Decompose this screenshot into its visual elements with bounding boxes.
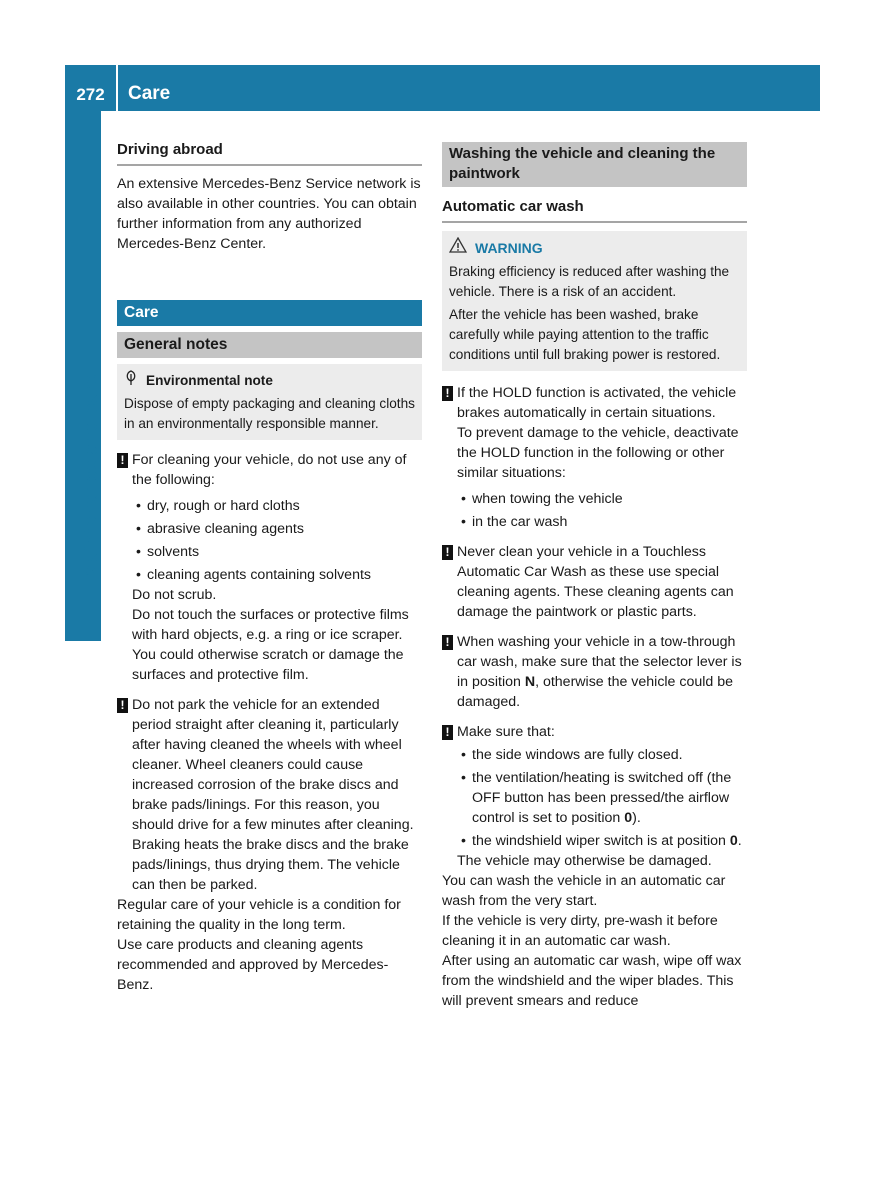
exclamation-icon: ! <box>442 635 453 650</box>
side-tab-label: Maintenance and care <box>81 373 102 579</box>
protective-film-text: Do not touch the surfaces or protective films with hard objects, e.g. a ring or ice scraper. You could otherwise scratch or damage the surfaces and protective film. <box>132 607 409 683</box>
wipe-wax-text: After using an automatic car wash, wipe off wax from the windshield and the wiper blades. This will prevent smears and reduce <box>442 953 742 1009</box>
header-divider <box>116 65 118 111</box>
warning-triangle-icon <box>449 237 475 258</box>
warning-text-1: Braking efficiency is reduced after washing the vehicle. There is a risk of an accident. <box>449 264 730 299</box>
exclamation-icon: ! <box>442 386 453 401</box>
make-sure-text: Make sure that: <box>457 724 555 740</box>
warning-text-2: After the vehicle has been washed, brake carefully while paying attention to the traffic conditions until full braking power is restored. <box>449 307 721 362</box>
list-item: • the windshield wiper switch is at position 0. <box>457 831 747 851</box>
environmental-note-text: Dispose of empty packaging and cleaning cloths in an environmentally responsible manner. <box>124 396 415 431</box>
parking-note <box>117 695 422 895</box>
warning-header <box>449 237 740 258</box>
hold-note-text-2: To prevent damage to the vehicle, deactivate the HOLD function in the following or other similar situations: <box>457 425 739 481</box>
cleaning-note-text: For cleaning your vehicle, do not use any of the following: <box>132 452 407 488</box>
general-notes-bar: General notes <box>117 332 422 358</box>
care-section-bar: Care <box>117 300 422 326</box>
exclamation-icon: ! <box>117 698 128 713</box>
warning-title: WARNING <box>475 239 543 256</box>
make-sure-note <box>442 722 747 742</box>
list-item: • cleaning agents containing solvents <box>132 565 422 585</box>
page-header <box>65 65 820 111</box>
parking-note-text: Do not park the vehicle for an extended period straight after cleaning it, particularly after having cleaned the wheels with wheel cleaner. Wheel cleaners could cause increased corrosion of the brake discs and brake pads/linings. For this reason, you should drive for a few minutes after cleaning. Braking heats the brake discs and the brake pads/linings, thus drying them. The vehicle can then be parked. <box>132 697 414 893</box>
environmental-note-title: Environmental note <box>146 373 273 388</box>
page-number: 272 <box>76 85 105 104</box>
list-item: • in the car wash <box>457 512 747 532</box>
list-item: • the side windows are fully closed. <box>457 745 747 765</box>
care-products-text: Use care products and cleaning agents recommended and approved by Mercedes-Benz. <box>117 937 389 993</box>
warning-box <box>442 231 747 371</box>
driving-abroad-text: An extensive Mercedes-Benz Service network is also available in other countries. You can obtain further information from any authorized Mercedes-Benz Center. <box>117 176 421 252</box>
list-item: • the ventilation/heating is switched off (the OFF button has been pressed/the airflow control is set to position 0). <box>457 768 747 828</box>
touchless-note <box>442 542 747 622</box>
list-item: • abrasive cleaning agents <box>132 519 422 539</box>
regular-care-text: Regular care of your vehicle is a condition for retaining the quality in the long term. <box>117 897 401 933</box>
otherwise-damaged-text: The vehicle may otherwise be damaged. <box>457 853 712 869</box>
list-item: • when towing the vehicle <box>457 489 747 509</box>
driving-abroad-title: Driving abroad <box>117 140 422 166</box>
exclamation-icon: ! <box>117 453 128 468</box>
selector-note-text: When washing your vehicle in a tow-through car wash, make sure that the selector lever is in position N, otherwise the vehicle could be damaged. <box>457 634 742 710</box>
automatic-car-wash-title: Automatic car wash <box>442 197 747 223</box>
hold-note-text: If the HOLD function is activated, the vehicle brakes automatically in certain situations. <box>457 385 737 421</box>
exclamation-icon: ! <box>442 545 453 560</box>
touchless-note-text: Never clean your vehicle in a Touchless Automatic Car Wash as these use special cleaning agents. These cleaning agents can damage the paintwork or plastic parts. <box>457 544 734 620</box>
environmental-note-header <box>124 370 415 392</box>
wash-start-text: You can wash the vehicle in an automatic car wash from the very start. <box>442 873 726 909</box>
washing-section-bar: Washing the vehicle and cleaning the paintwork <box>442 142 747 187</box>
selector-note <box>442 632 747 712</box>
list-item: • dry, rough or hard cloths <box>132 496 422 516</box>
right-column <box>442 142 747 1011</box>
pre-wash-text: If the vehicle is very dirty, pre-wash it before cleaning it in an automatic car wash. <box>442 913 718 949</box>
list-item: • solvents <box>132 542 422 562</box>
left-column <box>117 140 422 995</box>
hold-note <box>442 383 747 483</box>
leaf-icon <box>124 370 146 392</box>
cleaning-note <box>117 450 422 490</box>
header-title: Care <box>128 83 171 104</box>
environmental-note-box <box>117 364 422 440</box>
exclamation-icon: ! <box>442 725 453 740</box>
do-not-scrub-text: Do not scrub. <box>132 587 217 603</box>
